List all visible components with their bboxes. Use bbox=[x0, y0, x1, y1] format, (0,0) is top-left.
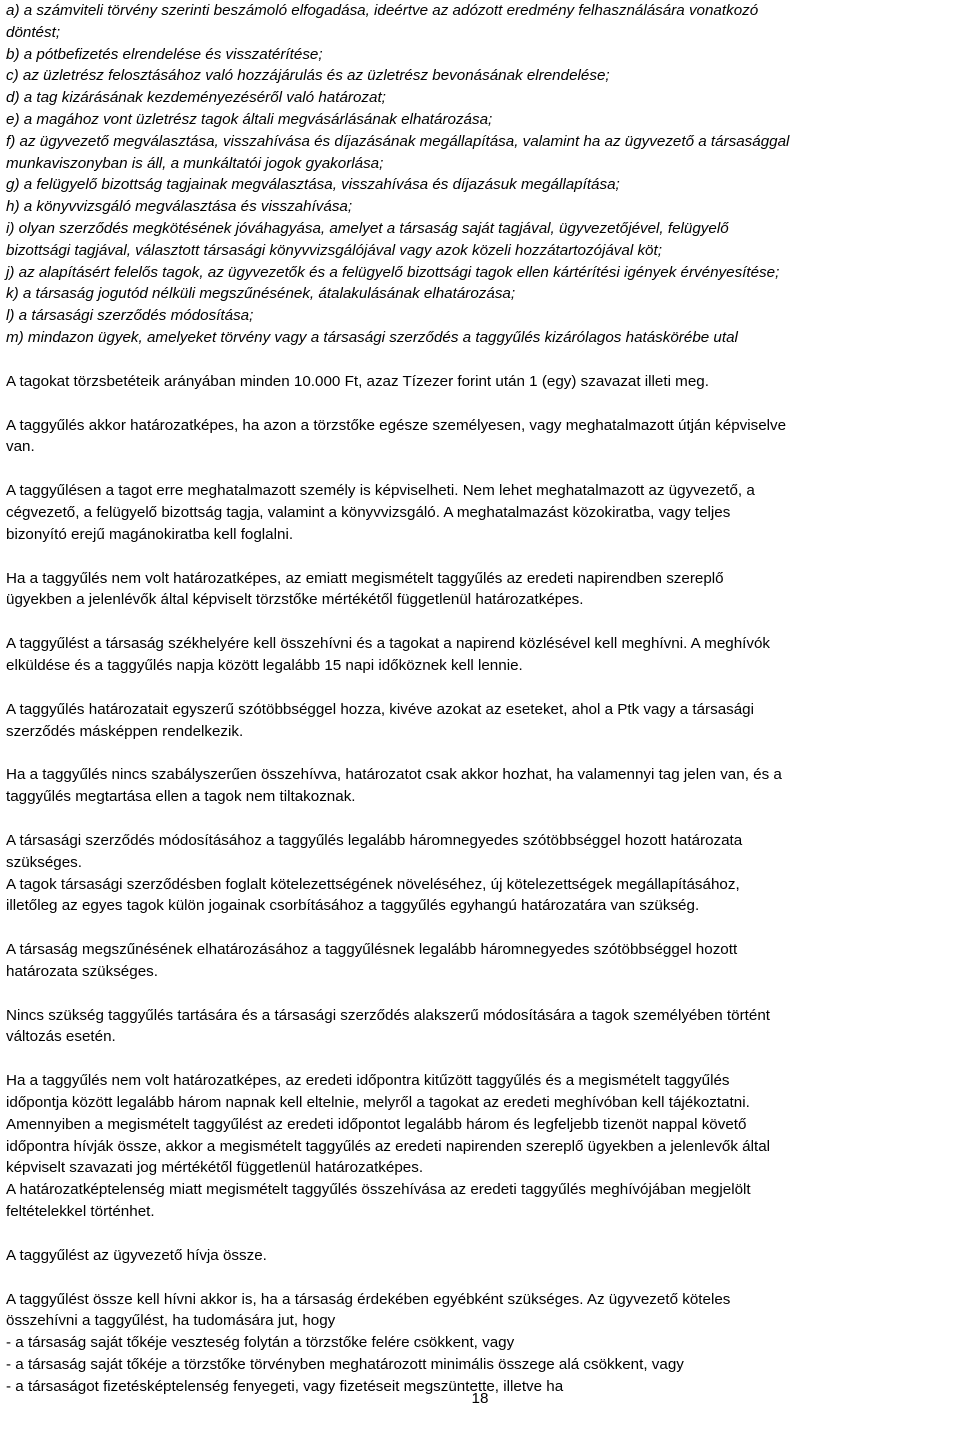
text-line: A taggyűlést a társaság székhelyére kell összehívni és a tagokat a napirend közlésével kell meghívni. A meghívók bbox=[6, 635, 771, 653]
voting-rights-paragraph bbox=[6, 371, 952, 393]
amendment-paragraph bbox=[6, 830, 952, 917]
text-line: e) a magához vont üzletrész tagok általi megvásárlásának elhatározása; bbox=[6, 110, 493, 128]
text-line: taggyűlés megtartása ellen a tagok nem tiltakoznak. bbox=[6, 788, 356, 806]
text-line: időpontja között legalább három napnak kell eltelnie, melyről a tagokat az eredeti meghívóban kell tájékoztatni. bbox=[6, 1094, 750, 1112]
repeated-meeting-timing-paragraph bbox=[6, 1070, 952, 1223]
text-line: d) a tag kizárásának kezdeményezéséről való határozat; bbox=[6, 89, 386, 107]
text-line: döntést; bbox=[6, 23, 61, 41]
text-line: Amennyiben a megismételt taggyűlést az eredeti időpontot legalább három és legfeljebb tizenöt nappal követő bbox=[6, 1115, 747, 1133]
text-line: A társasági szerződés módosításához a taggyűlés legalább háromnegyedes szótöbbséggel hozott határozata bbox=[6, 831, 743, 849]
text-line: - a társaság saját tőkéje veszteség folytán a törzstőke felére csökkent, vagy bbox=[6, 1334, 515, 1352]
text-line: h) a könyvvizsgáló megválasztása és visszahívása; bbox=[6, 198, 353, 216]
text-line: bizonyító erejű magánokiratba kell foglalni. bbox=[6, 525, 294, 543]
text-line: feltételekkel történhet. bbox=[6, 1203, 155, 1221]
text-line: változás esetén. bbox=[6, 1028, 116, 1046]
paragraph-spacer bbox=[6, 1267, 952, 1289]
paragraph-spacer bbox=[6, 742, 952, 764]
text-line: A taggyűlés határozatait egyszerű szótöbbséggel hozza, kivéve azokat az eseteket, ahol a Ptk vagy a társasági bbox=[6, 700, 755, 718]
quorum-paragraph bbox=[6, 415, 952, 459]
text-line: Nincs szükség taggyűlés tartására és a társasági szerződés alakszerű módosítására a tagok személyében történt bbox=[6, 1006, 770, 1024]
text-line: a) a számviteli törvény szerinti beszámoló elfogadása, ideértve az adózott eredmény felhasználására vonatkozó bbox=[6, 2, 759, 19]
paragraph-spacer bbox=[6, 677, 952, 699]
repeated-meeting-paragraph bbox=[6, 568, 952, 612]
member-change-paragraph bbox=[6, 1005, 952, 1049]
text-line: A tagok társasági szerződésben foglalt kötelezettségének növeléséhez, új kötelezettségek megállapításához, bbox=[6, 875, 740, 893]
convener-paragraph bbox=[6, 1245, 952, 1267]
paragraph-spacer bbox=[6, 1048, 952, 1070]
text-line: munkaviszonyban is áll, a munkáltatói jogok gyakorlása; bbox=[6, 154, 384, 172]
text-line: ügyekben a jelenlévők által képviselt törzstőke mértékétől függetlenül határozatképes. bbox=[6, 591, 584, 609]
proxy-paragraph bbox=[6, 480, 952, 545]
text-line: van. bbox=[6, 438, 35, 456]
irregular-convocation-paragraph bbox=[6, 764, 952, 808]
paragraph-spacer bbox=[6, 611, 952, 633]
text-line: A határozatképtelenség miatt megismételt taggyűlés összehívása az eredeti taggyűlés meghívójában megjelölt bbox=[6, 1181, 751, 1199]
text-line: szerződés másképpen rendelkezik. bbox=[6, 722, 244, 740]
text-line: - a társaság saját tőkéje a törzstőke törvényben meghatározott minimális összege alá csökkent, vagy bbox=[6, 1356, 684, 1374]
text-line: Ha a taggyűlés nem volt határozatképes, az eredeti időpontra kitűzött taggyűlés és a megismételt taggyűlés bbox=[6, 1072, 730, 1090]
text-line: képviselt szavazati jog mértékétől függetlenül határozatképes. bbox=[6, 1159, 424, 1177]
text-line: - a társaságot fizetésképtelenség fenyegeti, vagy fizetéseit megszüntette, illetve ha bbox=[6, 1377, 564, 1395]
text-line: A tagokat törzsbetéteik arányában minden 10.000 Ft, azaz Tízezer forint után 1 (egy) szavazat illeti meg. bbox=[6, 372, 709, 390]
text-line: g) a felügyelő bizottság tagjainak megválasztása, visszahívása és díjazásuk megállapítása; bbox=[6, 176, 620, 194]
paragraph-spacer bbox=[6, 1223, 952, 1245]
page-number: 18 bbox=[471, 1390, 489, 1407]
text-line: A taggyűlés akkor határozatképes, ha azon a törzstőke egésze személyesen, vagy meghatalmazott útján képviselve bbox=[6, 416, 787, 434]
text-line: Ha a taggyűlés nincs szabályszerűen összehívva, határozatot csak akkor hozhat, ha valamennyi tag jelen van, és a bbox=[6, 766, 782, 784]
text-line: Ha a taggyűlés nem volt határozatképes, az emiatt megismételt taggyűlés az eredeti napirendben szereplő bbox=[6, 569, 724, 587]
text-line: A taggyűlést össze kell hívni akkor is, ha a társaság érdekében egyébként szükséges. Az ügyvezető köteles bbox=[6, 1290, 731, 1308]
text-line: szükséges. bbox=[6, 853, 82, 871]
convocation-paragraph bbox=[6, 633, 952, 677]
dissolution-paragraph bbox=[6, 939, 952, 983]
text-line: összehívni a taggyűlést, ha tudomására jut, hogy bbox=[6, 1312, 336, 1330]
text-line: m) mindazon ügyek, amelyeket törvény vagy a társasági szerződés a taggyűlés kizárólagos hatáskörébe utal bbox=[6, 328, 738, 346]
text-line: j) az alapításért felelős tagok, az ügyvezetők és a felügyelő bizottsági tagok ellen kártérítési igények érvényesítése; bbox=[6, 263, 780, 281]
document-page bbox=[6, 0, 952, 1398]
text-line: k) a társaság jogutód nélküli megszűnésének, átalakulásának elhatározása; bbox=[6, 285, 516, 303]
paragraph-spacer bbox=[6, 546, 952, 568]
paragraph-spacer bbox=[6, 983, 952, 1005]
text-line: i) olyan szerződés megkötésének jóváhagyása, amelyet a társaság saját tagjával, ügyvezetőjével, felügyelő bbox=[6, 219, 729, 237]
text-line: határozata szükséges. bbox=[6, 962, 158, 980]
text-line: cégvezető, a felügyelő bizottság tagja, valamint a könyvvizsgáló. A meghatalmazást közokiratba, vagy teljes bbox=[6, 503, 731, 521]
paragraph-spacer bbox=[6, 393, 952, 415]
paragraph-spacer bbox=[6, 808, 952, 830]
text-line: c) az üzletrész felosztásához való hozzájárulás és az üzletrész bevonásának elrendelése; bbox=[6, 67, 610, 85]
text-line: A taggyűlésen a tagot erre meghatalmazott személy is képviselheti. Nem lehet meghatalmazott az ügyvezető, a bbox=[6, 482, 755, 500]
majority-paragraph bbox=[6, 699, 952, 743]
text-line: A társaság megszűnésének elhatározásához a taggyűlésnek legalább háromnegyedes szótöbbséggel hozott bbox=[6, 941, 738, 959]
paragraph-spacer bbox=[6, 349, 952, 371]
text-line: f) az ügyvezető megválasztása, visszahívása és díjazásának megállapítása, valamint ha az ügyvezető a társasággal bbox=[6, 132, 790, 150]
mandatory-convocation-paragraph bbox=[6, 1289, 952, 1398]
text-line: bizottsági tagjával, választott társasági könyvvizsgálójával vagy azok közeli hozzátartozójával köt; bbox=[6, 241, 662, 259]
text-line: l) a társasági szerződés módosítása; bbox=[6, 307, 254, 325]
text-line: A taggyűlést az ügyvezető hívja össze. bbox=[6, 1246, 267, 1264]
agenda-list-paragraph bbox=[6, 0, 952, 349]
text-line: illetőleg az egyes tagok külön jogainak csorbításához a taggyűlés egyhangú határozatára van szükség. bbox=[6, 897, 700, 915]
text-line: elküldése és a taggyűlés napja között legalább 15 napi időköznek kell lennie. bbox=[6, 656, 523, 674]
paragraph-spacer bbox=[6, 458, 952, 480]
text-line: b) a pótbefizetés elrendelése és visszatérítése; bbox=[6, 45, 323, 63]
text-line: időpontra hívják össze, akkor a megismételt taggyűlés az eredeti napirenden szereplő ügyekben a jelenlevők által bbox=[6, 1137, 771, 1155]
paragraph-spacer bbox=[6, 917, 952, 939]
